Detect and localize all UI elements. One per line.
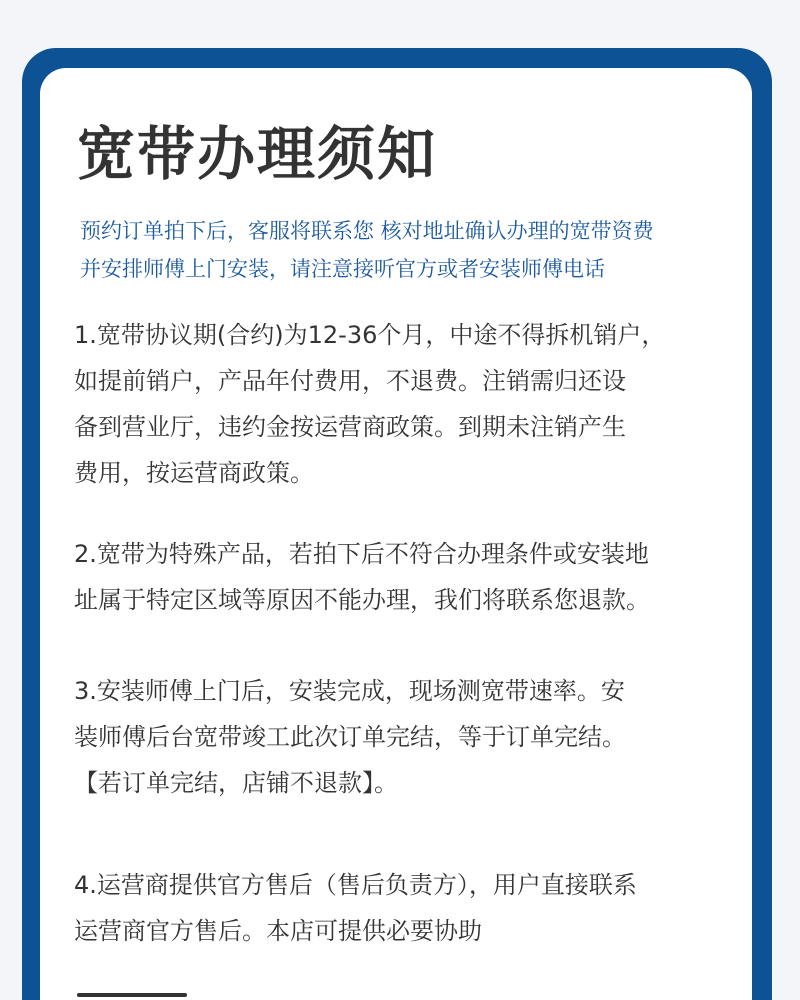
term-line: 备到营业厅，违约金按运营商政策。到期未注销产生 [74, 413, 626, 441]
page-title: 宽带办理须知 [77, 120, 438, 188]
term-line: 装师傅后台宽带竣工此次订单完结，等于订单完结。 [74, 723, 626, 751]
term-line: 如提前销户，产品年付费用，不退费。注销需归还设 [74, 367, 626, 395]
term-line: 1.宽带协议期(合约)为12-36个月，中途不得拆机销户， [74, 321, 666, 349]
term-line: 运营商官方售后。本店可提供必要协助 [74, 917, 482, 945]
term-line: 址属于特定区域等原因不能办理，我们将联系您退款。 [74, 586, 650, 614]
term-line: 【若订单完结，店铺不退款】。 [74, 769, 398, 797]
cutoff-stroke [77, 993, 187, 997]
next-section-heading-cutoff [77, 984, 197, 1000]
term-item-4 [74, 862, 739, 954]
term-line: 3.安装师傅上门后，安装完成，现场测宽带速率。安 [74, 677, 625, 705]
term-item-1 [74, 312, 739, 496]
term-item-3 [74, 668, 739, 806]
term-line: 2.宽带为特殊产品，若拍下后不符合办理条件或安装地 [74, 540, 649, 568]
term-line: 费用，按运营商政策。 [74, 459, 314, 487]
term-line: 4.运营商提供官方售后（售后负责方），用户直接联系 [74, 871, 637, 899]
notice-text [80, 212, 740, 288]
term-item-2 [74, 531, 739, 623]
notice-line: 并安排师傅上门安装，请注意接听官方或者安装师傅电话 [80, 257, 605, 281]
notice-line: 预约订单拍下后，客服将联系您 核对地址确认办理的宽带资费 [80, 219, 654, 243]
